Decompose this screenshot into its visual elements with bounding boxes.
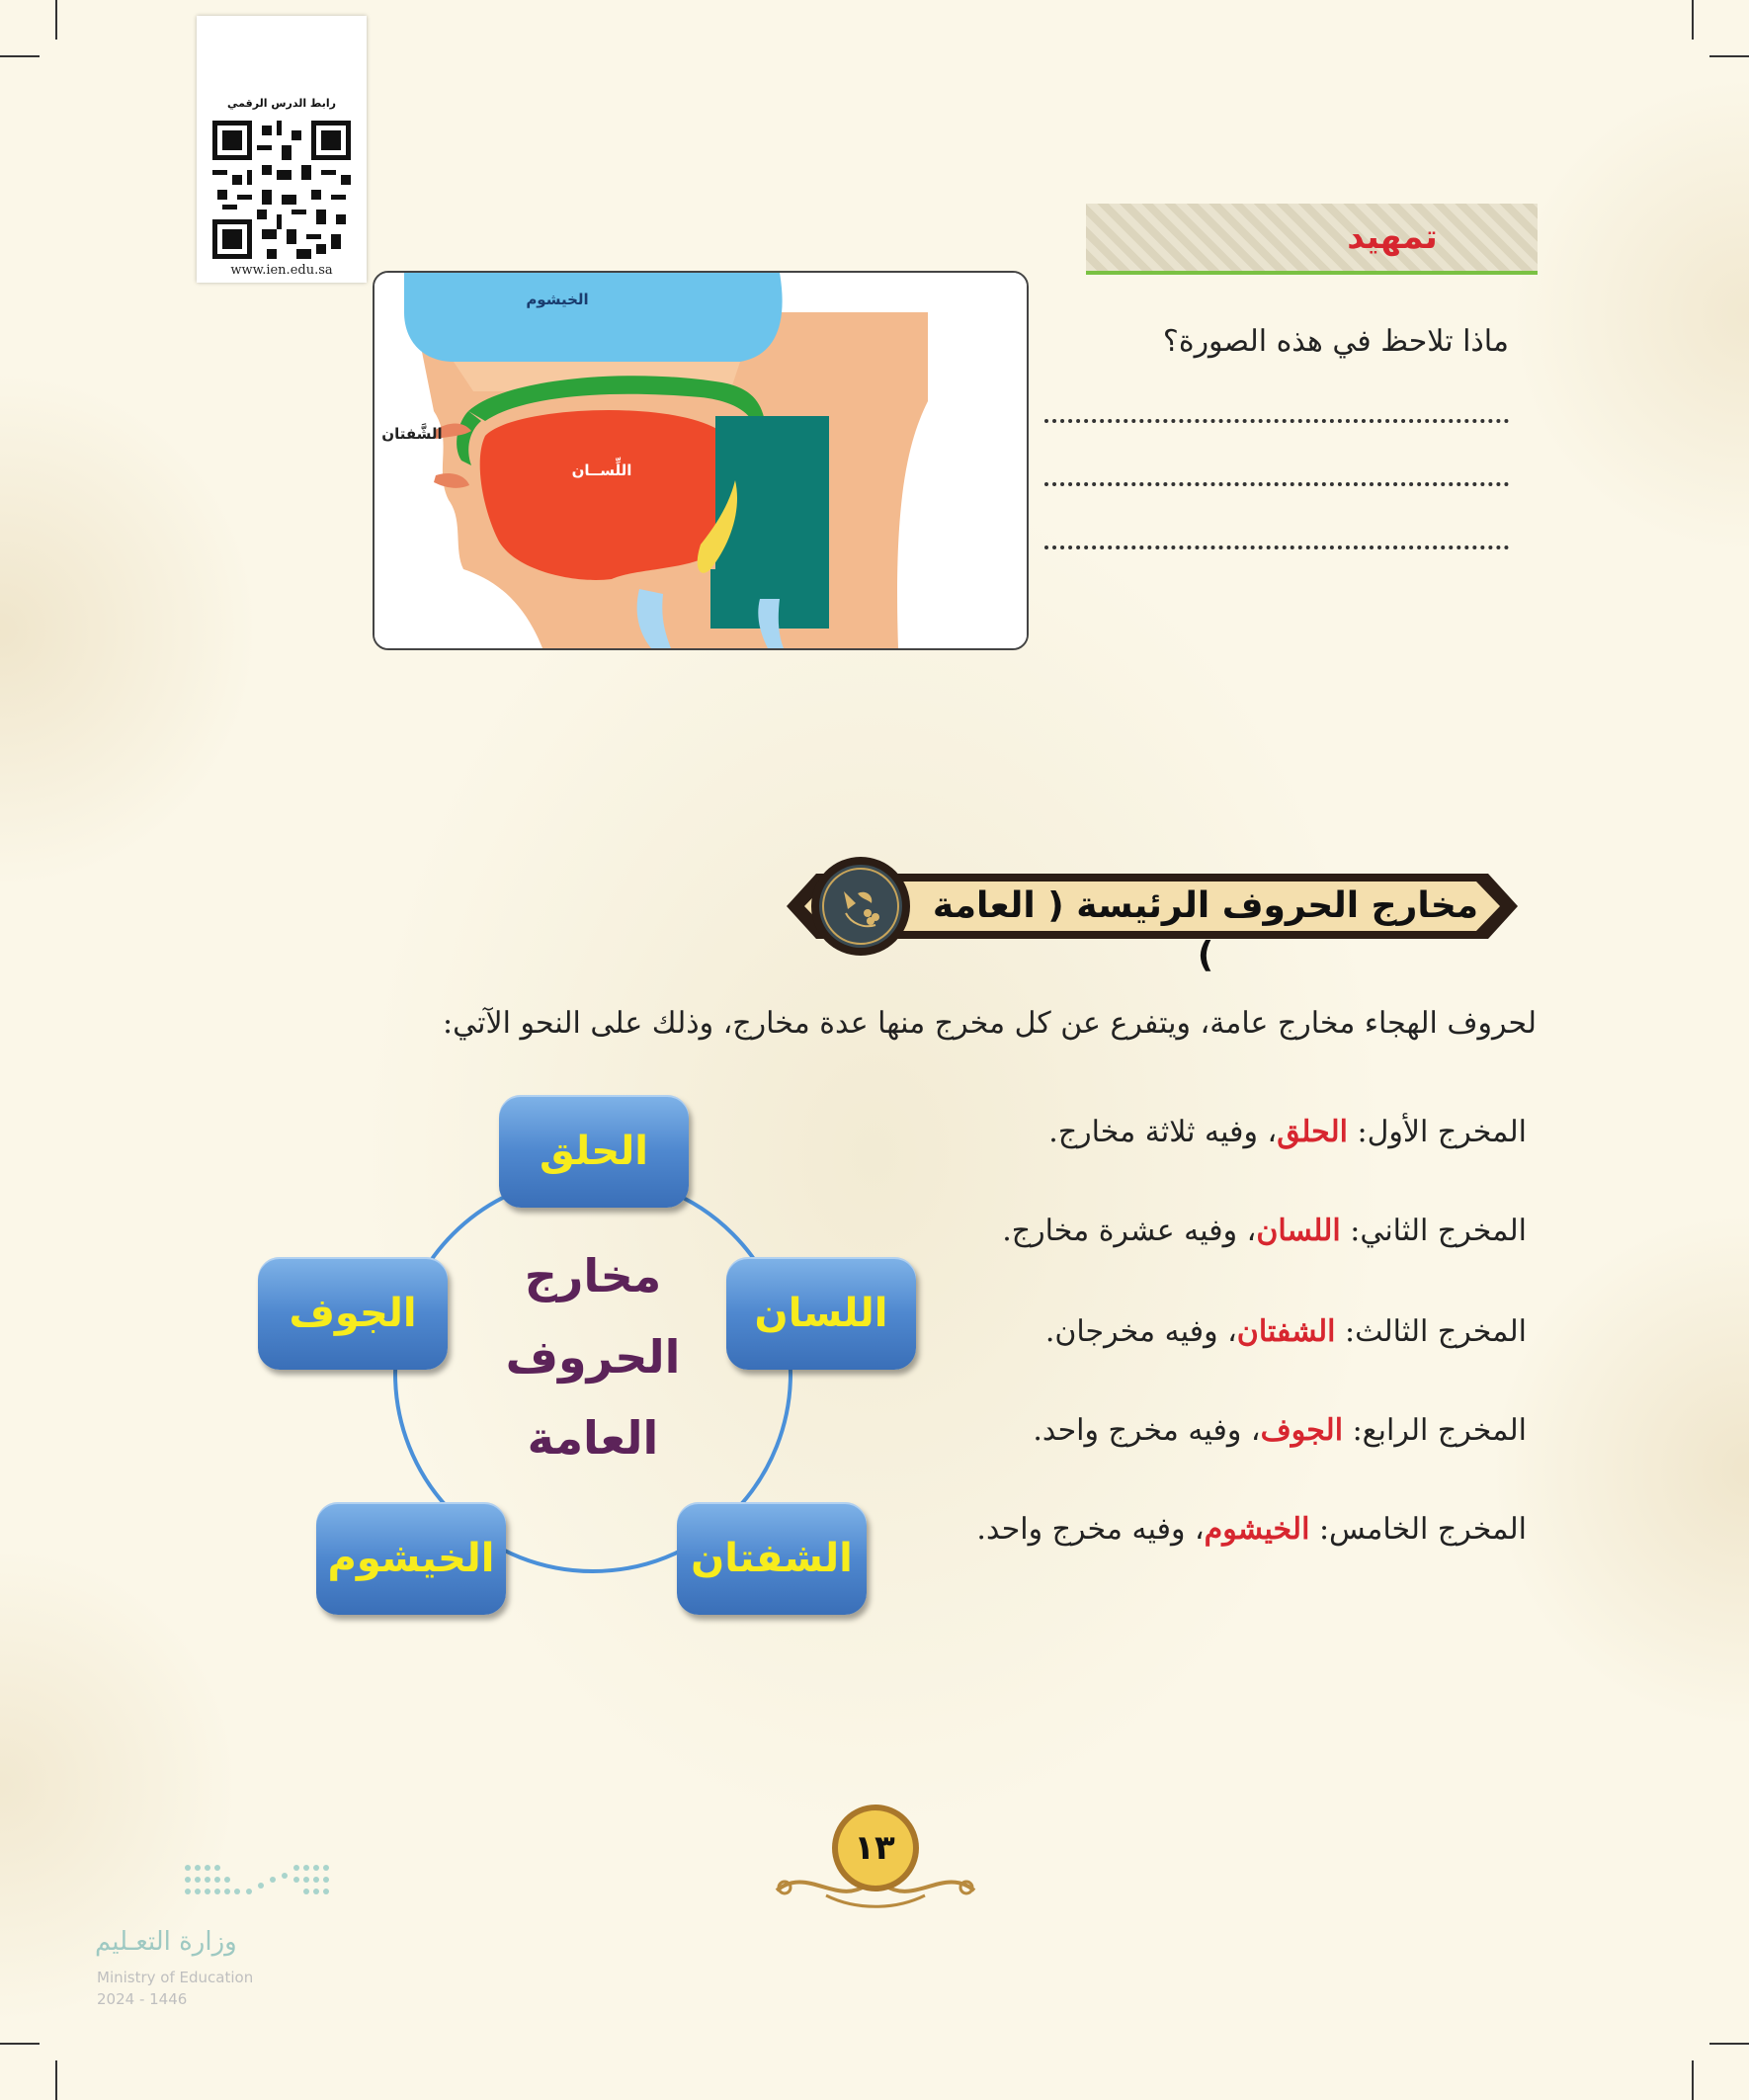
crop-mark bbox=[1709, 2043, 1749, 2045]
point-suffix: ، وفيه مخرجان. bbox=[1044, 1314, 1237, 1349]
diagram-center-line: العامة bbox=[527, 1411, 659, 1465]
point-1 bbox=[1048, 1115, 1527, 1149]
point-name: الحلق bbox=[1277, 1115, 1348, 1149]
node-throat: الحلق bbox=[499, 1095, 689, 1208]
point-3 bbox=[1045, 1314, 1527, 1349]
point-suffix: ، وفيه مخرج واحد. bbox=[976, 1512, 1205, 1547]
point-name: الشفتان bbox=[1236, 1314, 1336, 1349]
articulation-points-diagram bbox=[252, 1087, 934, 1640]
point-2 bbox=[1002, 1214, 1527, 1248]
qr-code-icon[interactable] bbox=[212, 121, 351, 259]
diagram-center-line: مخارج bbox=[524, 1249, 662, 1302]
answer-line[interactable] bbox=[1044, 419, 1509, 423]
point-prefix: المخرج الأول: bbox=[1347, 1115, 1527, 1149]
intro-question: ماذا تلاحظ في هذه الصورة؟ bbox=[1162, 324, 1509, 359]
label-tongue: اللِّســان bbox=[571, 462, 632, 479]
answer-line[interactable] bbox=[1044, 482, 1509, 486]
point-prefix: المخرج الخامس: bbox=[1309, 1512, 1527, 1547]
point-suffix: ، وفيه عشرة مخارج. bbox=[1002, 1214, 1257, 1248]
point-5 bbox=[976, 1512, 1527, 1547]
answer-line[interactable] bbox=[1044, 546, 1509, 549]
intro-heading-underline bbox=[1086, 271, 1538, 275]
mouth-anatomy-figure bbox=[373, 271, 1029, 650]
ministry-name-ar: وزارة التعـليم bbox=[95, 1927, 237, 1957]
qr-title: رابط الدرس الرقمي bbox=[227, 97, 336, 110]
crop-mark bbox=[0, 2043, 40, 2045]
point-prefix: المخرج الرابع: bbox=[1343, 1413, 1527, 1448]
section-title: مخارج الحروف الرئيسة ( العامة ) bbox=[932, 885, 1479, 975]
ministry-year: 2024 - 1446 bbox=[97, 1990, 188, 2008]
point-suffix: ، وفيه مخرج واحد. bbox=[1033, 1413, 1261, 1448]
point-prefix: المخرج الثاني: bbox=[1340, 1214, 1527, 1248]
label-nose: الخيشوم bbox=[526, 291, 589, 308]
qr-block[interactable] bbox=[197, 16, 367, 283]
label-lips: الشَّفتان bbox=[381, 425, 443, 443]
crop-mark bbox=[1709, 55, 1749, 57]
node-nasal: الخيشوم bbox=[316, 1502, 506, 1615]
crop-mark bbox=[1692, 0, 1694, 40]
point-name: الخيشوم bbox=[1204, 1512, 1310, 1547]
crop-mark bbox=[1692, 2060, 1694, 2100]
page-number: ١٣ bbox=[854, 1828, 895, 1868]
crop-mark bbox=[55, 0, 57, 40]
point-prefix: المخرج الثالث: bbox=[1335, 1314, 1527, 1349]
qr-url[interactable]: www.ien.edu.sa bbox=[230, 263, 333, 278]
point-suffix: ، وفيه ثلاثة مخارج. bbox=[1048, 1115, 1278, 1149]
node-cavity: الجوف bbox=[258, 1257, 448, 1370]
point-name: الجوف bbox=[1260, 1413, 1344, 1448]
point-4 bbox=[1033, 1413, 1527, 1448]
point-name: اللسان bbox=[1256, 1214, 1341, 1248]
node-lips: الشفتان bbox=[677, 1502, 867, 1615]
ministry-name-en: Ministry of Education bbox=[97, 1969, 254, 1986]
ministry-logo-icon bbox=[180, 1858, 348, 1917]
intro-heading: تمهيد bbox=[1347, 217, 1438, 257]
crop-mark bbox=[0, 55, 40, 57]
crop-mark bbox=[55, 2060, 57, 2100]
diagram-center-line: الحروف bbox=[505, 1330, 681, 1384]
node-tongue: اللسان bbox=[726, 1257, 916, 1370]
section-intro: لحروف الهجاء مخارج عامة، ويتفرع عن كل مخرج منها عدة مخارج، وذلك على النحو الآتي: bbox=[443, 1006, 1537, 1041]
mouth-anatomy-illustration bbox=[375, 273, 1027, 648]
diagram-center-title bbox=[474, 1235, 711, 1478]
